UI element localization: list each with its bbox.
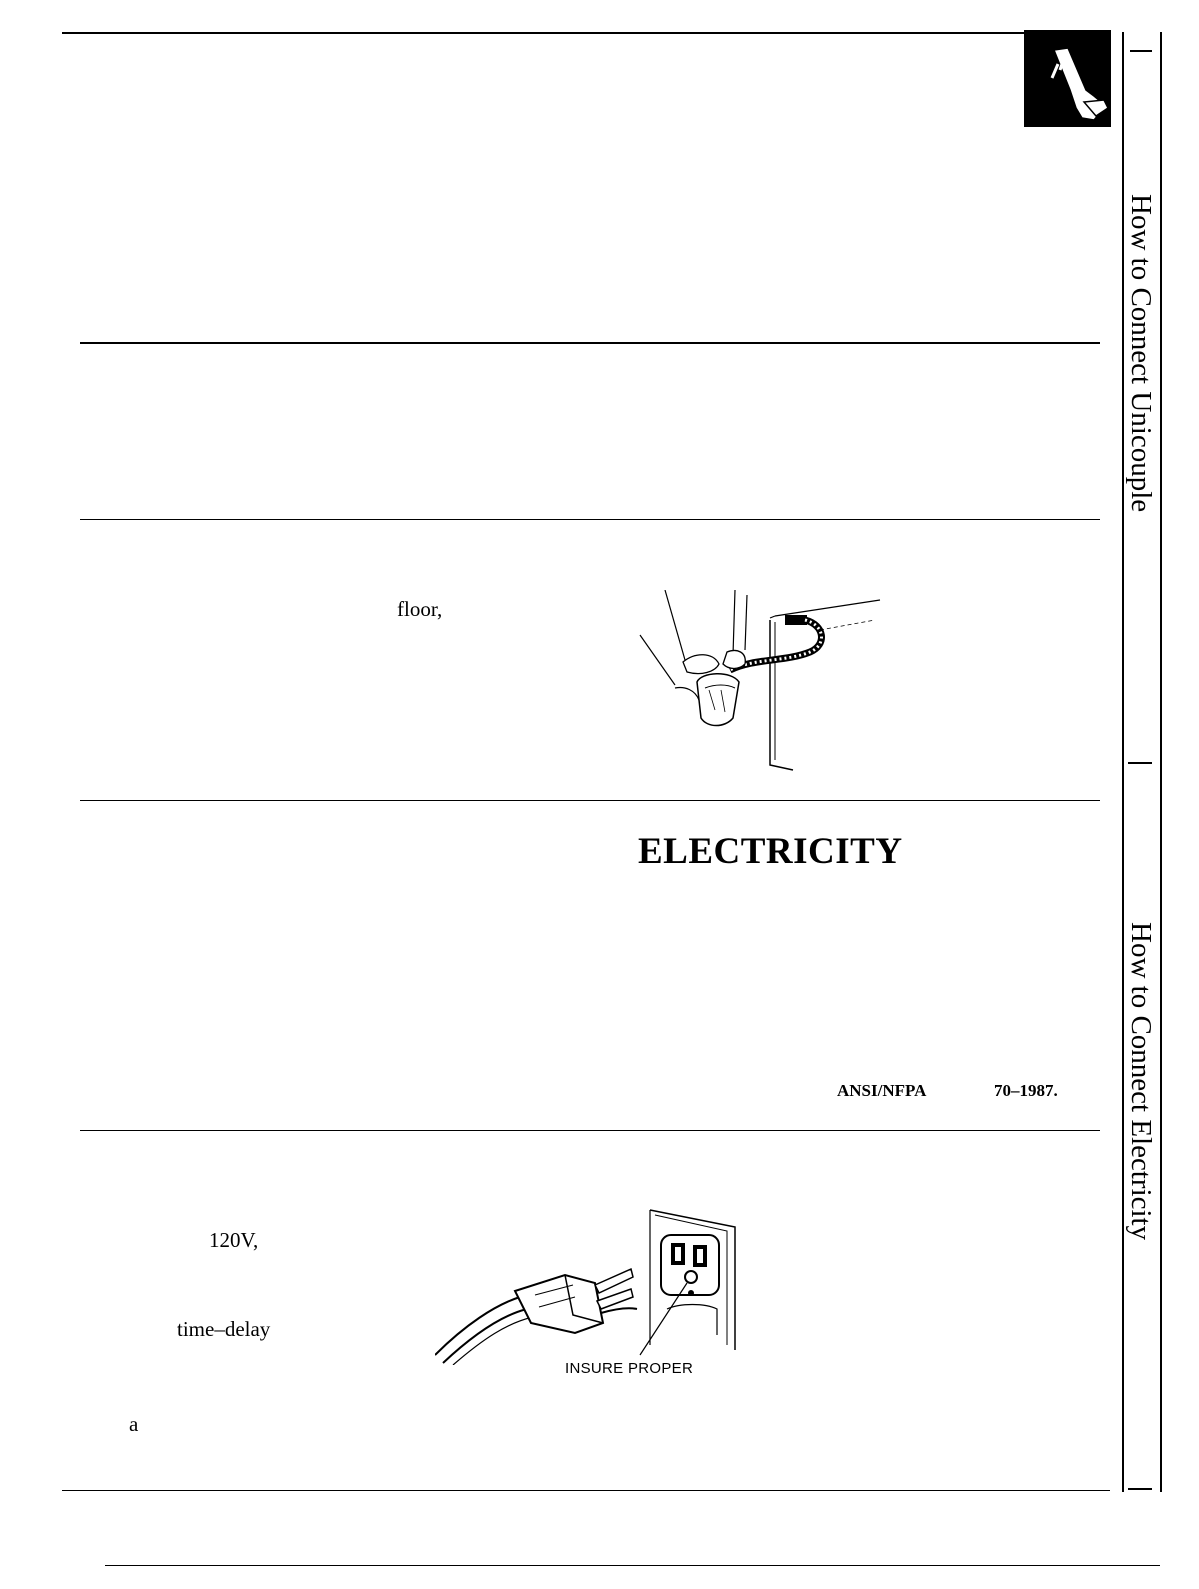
sidebar-tab-unicouple: How to Connect Unicouple: [1125, 194, 1157, 513]
fuse-text-fragment: time–delay: [177, 1317, 271, 1341]
sidebar-tick-bottom: [1128, 1488, 1152, 1490]
section-divider-4: [80, 1130, 1100, 1131]
plug-and-grounded-outlet-illustration: [435, 1205, 745, 1365]
sidebar-tick-top: [1130, 50, 1152, 52]
section-heading-electricity: ELECTRICITY: [638, 831, 903, 872]
code-standard-number: 70–1987.: [994, 1081, 1058, 1100]
hand-pressing-button-icon: [1024, 30, 1111, 127]
section-divider-3: [80, 800, 1100, 801]
section-divider-2: [80, 519, 1100, 520]
hands-connecting-unicouple-hose-illustration: [635, 590, 885, 778]
unicouple-text-fragment: floor,: [397, 597, 443, 621]
sidebar-right-rule: [1160, 32, 1162, 1492]
sidebar-tab-electricity: How to Connect Electricity: [1125, 922, 1157, 1241]
voltage-text-fragment: 120V,: [209, 1228, 259, 1252]
section-divider-1: [80, 342, 1100, 344]
top-rule: [62, 32, 1110, 34]
illustration-caption: INSURE PROPER: [565, 1360, 694, 1377]
footer-rule: [105, 1565, 1160, 1566]
code-standard-ref: ANSI/NFPA: [837, 1081, 927, 1100]
bottom-rule: [62, 1490, 1110, 1491]
article-text-fragment: a: [129, 1412, 139, 1436]
sidebar-tick-middle: [1128, 762, 1152, 764]
